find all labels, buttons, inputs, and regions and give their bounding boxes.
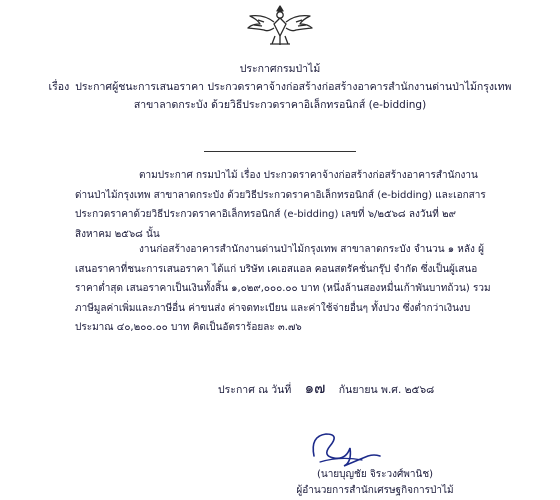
date-day: ๑๗ bbox=[304, 379, 326, 397]
date-month-year: กันยายน พ.ศ. ๒๕๖๘ bbox=[338, 384, 435, 396]
signer-name: (นายบุญชัย จิระวงศ์พานิช) bbox=[316, 469, 434, 480]
announcement-date bbox=[218, 376, 434, 400]
signer-block bbox=[260, 467, 490, 499]
signer-title: ผู้อำนวยการสำนักเศรษฐกิจการป่าไม้ bbox=[296, 485, 454, 496]
paragraph-award bbox=[75, 240, 495, 338]
paragraph-2-text: งานก่อสร้างอาคารสำนักงานด่านป่าไม้กรุงเทพ สาขาลาดกระบัง จำนวน ๑ หลัง ผู้เสนอราคาที่ชนะการเสนอราคา ได้แก่ บริษัท เคเอสแอล คอนสตรัคชั่นกรุ๊ป จำกัด ซึ่งเป็นผู้เสนอราคาต่ำสุด เสนอราคาเป็นเงินทั้งสิ้น ๑,๐๒๙,๐๐๐.๐๐ บาท (หนึ่งล้านสองหมื่นเก้าพันบาทถ้วน) รวมภาษีมูลค่าเพิ่มและภาษีอื่น ค่าขนส่ง ค่าจดทะเบียน และค่าใช้จ่ายอื่นๆ ทั้งปวง ซึ่งต่ำกว่าเงินงบประมาณ ๔๐,๒๐๐.๐๐ บาท คิดเป็นอัตราร้อยละ ๓.๗๖ bbox=[75, 244, 491, 333]
issuer-title: ประกาศกรมป่าไม้ bbox=[239, 63, 321, 75]
paragraph-1-text: ตามประกาศ กรมป่าไม้ เรื่อง ประกวดราคาจ้างก่อสร้างก่อสร้างอาคารสำนักงานด่านป่าไม้กรุงเทพ สาขาลาดกระบัง ด้วยวิธีประกวดราคาอิเล็กทรอนิกส์ (e-bidding) และเอกสารประกวดราคาด้วยวิธีประกวดราคาอิเล็กทรอนิกส์ (e-bidding) เลขที่ ๖/๒๕๖๘ ลงวันที่ ๒๙ สิงหาคม ๒๕๖๘ นั้น bbox=[75, 170, 486, 240]
subject-line-1 bbox=[0, 78, 560, 96]
header-divider bbox=[204, 151, 356, 152]
subject-text-1: ประกาศผู้ชนะการเสนอราคา ประกวดราคาจ้างก่อสร้างก่อสร้างอาคารสำนักงานด่านป่าไม้กรุงเทพ bbox=[75, 81, 512, 93]
paragraph-reference bbox=[75, 166, 495, 244]
subject-line-2: สาขาลาดกระบัง ด้วยวิธีประกวดราคาอิเล็กทรอนิกส์ (e-bidding) bbox=[133, 99, 427, 111]
announcement-header bbox=[0, 60, 560, 114]
garuda-emblem bbox=[244, 2, 316, 48]
subject-label: เรื่อง bbox=[48, 81, 70, 93]
date-prefix: ประกาศ ณ วันที่ bbox=[218, 384, 292, 396]
